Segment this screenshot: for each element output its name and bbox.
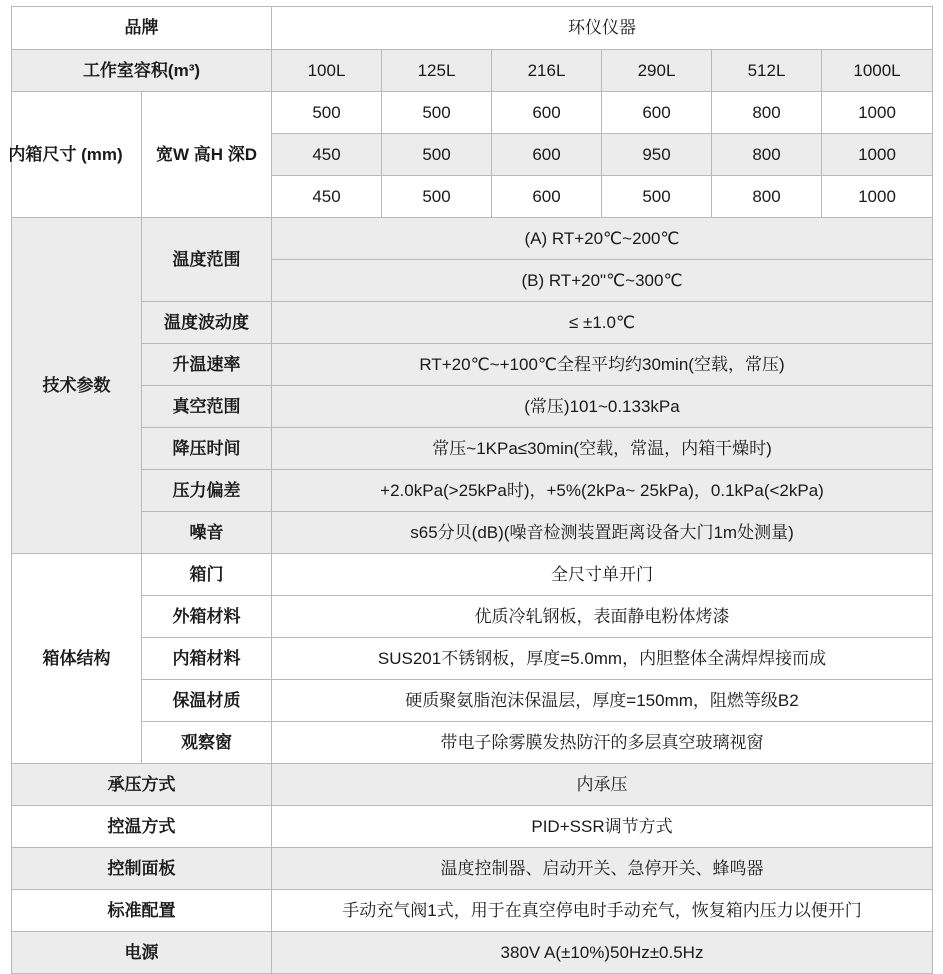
inner-dim-w-1000l: 1000 (822, 92, 933, 134)
inner-dim-w-290l: 600 (602, 92, 712, 134)
table-row-volume (12, 50, 933, 92)
structure-item-window-value: 带电子除雾膜发热防汗的多层真空玻璃视窗 (272, 722, 933, 764)
inner-dim-d-216l: 600 (492, 176, 602, 218)
model-125l: 125L (382, 50, 492, 92)
table-row-temp-range-a (12, 218, 933, 260)
table-row-power (12, 932, 933, 974)
footer-item-temp-control-value: PID+SSR调节方式 (272, 806, 933, 848)
structure-item-outer-material-label: 外箱材料 (142, 596, 272, 638)
inner-dim-h-1000l: 1000 (822, 134, 933, 176)
tech-item-vacuum-range-label: 真空范围 (142, 386, 272, 428)
inner-dim-d-125l: 500 (382, 176, 492, 218)
inner-dim-h-216l: 600 (492, 134, 602, 176)
footer-item-power-label: 电源 (12, 932, 272, 974)
table-row-standard-config (12, 890, 933, 932)
table-row-inner-material (12, 638, 933, 680)
structure-label: 箱体结构 (12, 554, 142, 764)
inner-dim-label (8, 92, 142, 218)
tech-item-press-dev-value: +2.0kPa(>25kPa时)，+5%(2kPa~ 25kPa)，0.1kPa(<2kPa) (272, 470, 933, 512)
inner-dim-w-512l: 800 (712, 92, 822, 134)
inner-dim-label-text: 内箱尺寸 (mm) (8, 144, 123, 164)
footer-item-standard-config-value: 手动充气阀1式，用于在真空停电时手动充气，恢复箱内压力以便开门 (272, 890, 933, 932)
tech-item-depress-time-label: 降压时间 (142, 428, 272, 470)
table-row-inner-dim-w (12, 92, 933, 134)
tech-item-heat-rate-label: 升温速率 (142, 344, 272, 386)
inner-dim-d-512l: 800 (712, 176, 822, 218)
footer-item-pressure-mode-label: 承压方式 (12, 764, 272, 806)
table-row-press-dev (12, 470, 933, 512)
table-row-temp-control-mode (12, 806, 933, 848)
tech-item-press-dev-label: 压力偏差 (142, 470, 272, 512)
tech-item-heat-rate-value: RT+20℃~+100℃全程平均约30min(空载，常压) (272, 344, 933, 386)
structure-item-door-value: 全尺寸单开门 (272, 554, 933, 596)
table-row-heat-rate (12, 344, 933, 386)
structure-item-window-label: 观察窗 (142, 722, 272, 764)
brand-value: 环仪仪器 (272, 7, 933, 50)
tech-item-temp-range-label: 温度范围 (142, 218, 272, 302)
structure-item-outer-material-value: 优质冷轧钢板，表面静电粉体烤漆 (272, 596, 933, 638)
model-216l: 216L (492, 50, 602, 92)
table-row-depress-time (12, 428, 933, 470)
tech-item-temp-fluct-value: ≤ ±1.0℃ (272, 302, 933, 344)
table-row-door (12, 554, 933, 596)
tech-item-noise-label: 噪音 (142, 512, 272, 554)
model-512l: 512L (712, 50, 822, 92)
table-row-noise (12, 512, 933, 554)
tech-item-temp-fluct-label: 温度波动度 (142, 302, 272, 344)
structure-item-insulation-value: 硬质聚氨脂泡沫保温层，厚度=150mm，阻燃等级B2 (272, 680, 933, 722)
tech-params-label: 技术参数 (12, 218, 142, 554)
table-row-brand (12, 7, 933, 50)
brand-label: 品牌 (12, 7, 272, 50)
table-row-window (12, 722, 933, 764)
table-row-pressure-mode (12, 764, 933, 806)
footer-item-standard-config-label: 标准配置 (12, 890, 272, 932)
tech-item-depress-time-value: 常压~1KPa≤30min(空载，常温，内箱干燥时) (272, 428, 933, 470)
structure-item-inner-material-label: 内箱材料 (142, 638, 272, 680)
model-100l: 100L (272, 50, 382, 92)
model-290l: 290L (602, 50, 712, 92)
tech-item-vacuum-range-value: (常压)101~0.133kPa (272, 386, 933, 428)
tech-item-noise-value: s65分贝(dB)(噪音检测装置距离设备大门1m处测量) (272, 512, 933, 554)
footer-item-pressure-mode-value: 内承压 (272, 764, 933, 806)
footer-item-control-panel-value: 温度控制器、启动开关、急停开关、蜂鸣器 (272, 848, 933, 890)
inner-dim-h-290l: 950 (602, 134, 712, 176)
inner-dim-h-100l: 450 (272, 134, 382, 176)
model-1000l: 1000L (822, 50, 933, 92)
tech-item-temp-range-value-a: (A) RT+20℃~200℃ (272, 218, 933, 260)
table-row-insulation (12, 680, 933, 722)
footer-item-control-panel-label: 控制面板 (12, 848, 272, 890)
footer-item-power-value: 380V A(±10%)50Hz±0.5Hz (272, 932, 933, 974)
structure-item-insulation-label: 保温材质 (142, 680, 272, 722)
footer-item-temp-control-label: 控温方式 (12, 806, 272, 848)
inner-dim-d-290l: 500 (602, 176, 712, 218)
specification-table (8, 6, 933, 974)
inner-dim-sub-label: 宽W 高H 深D (142, 92, 272, 218)
inner-dim-w-125l: 500 (382, 92, 492, 134)
structure-item-inner-material-value: SUS201不锈钢板，厚度=5.0mm，内胆整体全满焊焊接而成 (272, 638, 933, 680)
table-row-outer-material (12, 596, 933, 638)
structure-item-door-label: 箱门 (142, 554, 272, 596)
inner-dim-h-125l: 500 (382, 134, 492, 176)
inner-dim-h-512l: 800 (712, 134, 822, 176)
table-row-vacuum-range (12, 386, 933, 428)
inner-dim-d-100l: 450 (272, 176, 382, 218)
inner-dim-w-216l: 600 (492, 92, 602, 134)
tech-item-temp-range-value-b: (B) RT+20"℃~300℃ (272, 260, 933, 302)
inner-dim-d-1000l: 1000 (822, 176, 933, 218)
table-row-control-panel (12, 848, 933, 890)
inner-dim-w-100l: 500 (272, 92, 382, 134)
volume-label: 工作室容积(m³) (12, 50, 272, 92)
table-row-temp-fluct (12, 302, 933, 344)
